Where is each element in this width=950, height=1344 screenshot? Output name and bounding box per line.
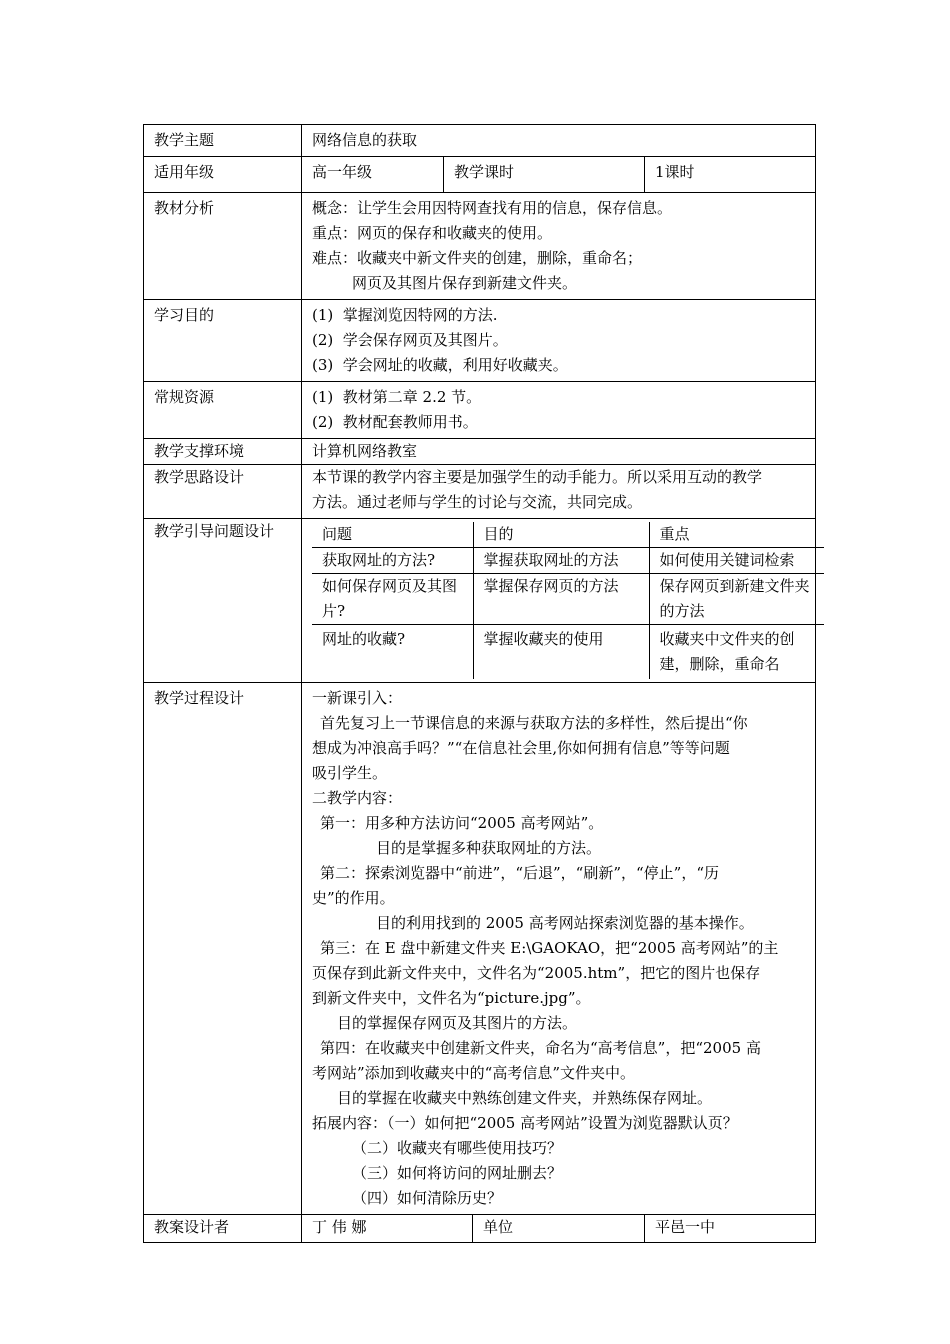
process-line: 第一：用多种方法访问“2005 高考网站”。: [320, 814, 604, 832]
process-line: 目的掌握保存网页及其图片的方法。: [337, 1014, 578, 1032]
process-line: 到新文件夹中，文件名为“picture.jpg”。: [312, 989, 591, 1007]
questions-grid-cell: [302, 519, 816, 683]
topic-value: 网络信息的获取: [302, 125, 816, 157]
resource-item: (2) 教材配套教师用书。: [312, 413, 478, 431]
environment-label: 教学支撑环境: [144, 439, 302, 465]
goal-item: (3) 学会网址的收藏，利用好收藏夹。: [312, 356, 568, 374]
analysis-line: 网页及其图片保存到新建文件夹。: [352, 274, 578, 292]
header-purpose: 目的: [473, 522, 649, 548]
hours-value: 1课时: [645, 157, 816, 193]
grade-label: 适用年级: [144, 157, 302, 193]
process-line: 吸引学生。: [312, 764, 388, 782]
unit-value: 平邑一中: [645, 1215, 816, 1243]
analysis-label: 教材分析: [144, 193, 302, 300]
process-line: （三）如何将访问的网址删去？: [352, 1164, 563, 1182]
row-process: [144, 683, 816, 1215]
header-question: 问题: [312, 522, 473, 548]
goal-item: (2) 学会保存网页及其图片。: [312, 331, 508, 349]
question-cell: 网址的收藏?: [312, 625, 473, 680]
designer-label: 教案设计者: [144, 1215, 302, 1243]
questions-grid: [312, 522, 824, 679]
row-resources: [144, 382, 816, 439]
process-line: 第三：在 E 盘中新建文件夹 E:\GAOKAO，把“2005 高考网站”的主: [320, 939, 779, 957]
row-questions: [144, 519, 816, 683]
process-line: （四）如何清除历史？: [352, 1189, 503, 1207]
process-label: 教学过程设计: [144, 683, 302, 1215]
process-line: 目的是掌握多种获取网址的方法。: [376, 839, 602, 857]
goal-item: (1) 掌握浏览因特网的方法.: [312, 306, 498, 324]
process-line: 首先复习上一节课信息的来源与获取方法的多样性，然后提出“你: [320, 714, 748, 732]
question-cell: 获取网址的方法?: [312, 548, 473, 574]
process-line: 一新课引入：: [312, 689, 403, 707]
purpose-cell: 掌握获取网址的方法: [473, 548, 649, 574]
questions-label: 教学引导问题设计: [144, 519, 302, 683]
process-line: 第四：在收藏夹中创建新文件夹，命名为“高考信息”，把“2005 高: [320, 1039, 761, 1057]
analysis-content: [302, 193, 816, 300]
row-designer: [144, 1215, 816, 1243]
environment-value: 计算机网络教室: [302, 439, 816, 465]
process-line: 目的掌握在收藏夹中熟练创建文件夹，并熟练保存网址。: [337, 1089, 713, 1107]
lesson-plan-page: [143, 124, 815, 1243]
table-row: [312, 625, 824, 680]
row-topic: [144, 125, 816, 157]
table-row: [312, 548, 824, 574]
process-line: （二）收藏夹有哪些使用技巧？: [352, 1139, 563, 1157]
resources-label: 常规资源: [144, 382, 302, 439]
process-line: 第二：探索浏览器中“前进”，“后退”，“刷新”，“停止”，“历: [320, 864, 720, 882]
idea-content: [302, 465, 816, 519]
process-line: 考网站”添加到收藏夹中的“高考信息”文件夹中。: [312, 1064, 636, 1082]
key-point-cell: 如何使用关键词检索: [649, 548, 824, 574]
purpose-cell: 掌握收藏夹的使用: [473, 625, 649, 680]
key-point-cell: 收藏夹中文件夹的创建，删除，重命名: [649, 625, 824, 680]
idea-line: 方法。通过老师与学生的讨论与交流，共同完成。: [312, 493, 643, 511]
process-line: 拓展内容：（一）如何把“2005 高考网站”设置为浏览器默认页？: [312, 1114, 738, 1132]
designer-value: 丁 伟 娜: [302, 1215, 473, 1243]
goals-content: [302, 300, 816, 382]
lesson-plan-table: [143, 124, 816, 1243]
key-point-cell: 保存网页到新建文件夹的方法: [649, 574, 824, 625]
hours-label: 教学课时: [444, 157, 645, 193]
idea-label: 教学思路设计: [144, 465, 302, 519]
grade-value: 高一年级: [302, 157, 444, 193]
resource-item: (1) 教材第二章 2.2 节。: [312, 388, 482, 406]
topic-label: 教学主题: [144, 125, 302, 157]
row-grade: [144, 157, 816, 193]
process-line: 目的利用找到的 2005 高考网站探索浏览器的基本操作。: [376, 914, 754, 932]
row-analysis: [144, 193, 816, 300]
resources-content: [302, 382, 816, 439]
row-idea: [144, 465, 816, 519]
idea-line: 本节课的教学内容主要是加强学生的动手能力。所以采用互动的教学: [312, 468, 763, 486]
process-line: 想成为冲浪高手吗？”“在信息社会里,你如何拥有信息”等等问题: [312, 739, 730, 757]
process-line: 史”的作用。: [312, 889, 395, 907]
unit-label: 单位: [473, 1215, 645, 1243]
analysis-line: 概念：让学生会用因特网查找有用的信息，保存信息。: [312, 199, 673, 217]
row-goals: [144, 300, 816, 382]
analysis-line: 难点：收藏夹中新文件夹的创建，删除，重命名；: [312, 249, 643, 267]
table-row: [312, 574, 824, 625]
process-line: 二教学内容：: [312, 789, 403, 807]
row-environment: [144, 439, 816, 465]
header-key-point: 重点: [649, 522, 824, 548]
process-content: [302, 683, 816, 1215]
analysis-line: 重点：网页的保存和收藏夹的使用。: [312, 224, 553, 242]
goals-label: 学习目的: [144, 300, 302, 382]
questions-header-row: [312, 522, 824, 548]
question-cell: 如何保存网页及其图片?: [312, 574, 473, 625]
purpose-cell: 掌握保存网页的方法: [473, 574, 649, 625]
process-line: 页保存到此新文件夹中，文件名为“2005.htm”，把它的图片也保存: [312, 964, 761, 982]
